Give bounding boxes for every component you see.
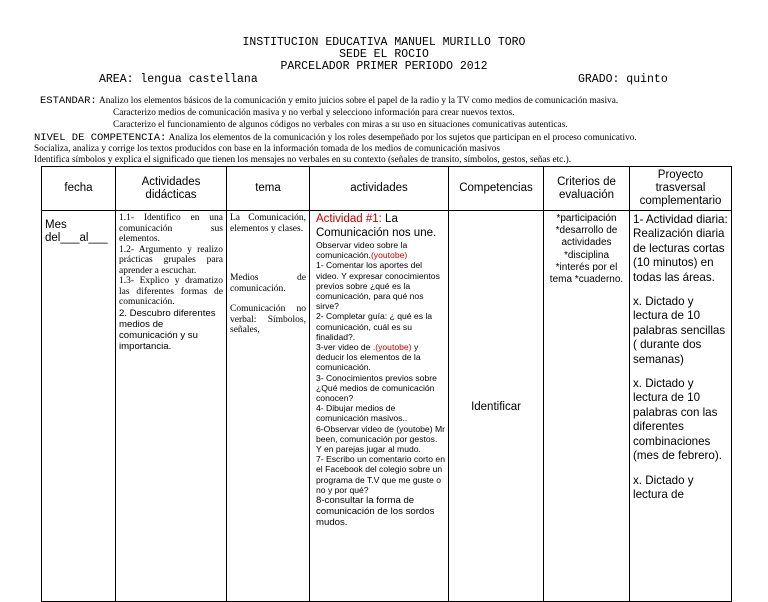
actividad-title-number: Actividad #1: [316,213,382,225]
branch-name: SEDE EL ROCIO [339,48,429,61]
standard-line-1 [40,95,618,107]
proyecto-item-2: x. Dictado y lectura de 10 palabras sencillas ( durante dos semanas) [633,295,726,366]
header-row [42,167,732,211]
cell-tema [227,211,310,602]
didactica-item-4: 2. Descubro diferentes medios de comunicación y su importancia. [119,307,216,353]
actividad-item-8: 8-consultar la forma de comunicación de los sordos mudos. [316,495,435,529]
content-row [42,211,732,602]
header-actividades: actividades [310,167,449,211]
lesson-plan-table [41,166,732,602]
standard-line-3: Caracterizo el funcionamiento de algunos códigos no verbales con miras a su uso en situaciones comunicativas autenticas. [113,120,568,130]
cell-didacticas [116,211,227,602]
actividad-item-3b: 3- Conocimientos previos sobre ¿Qué medios de comunicación conocen? [316,372,437,404]
didactica-item-3: 1.3- Explico y dramatizo las diferentes formas de comunicación. [119,276,223,307]
tema-item-2: Medios de comunicación. [230,273,306,294]
competence-text: Analiza los elementos de la comunicación y los roles desempeñado por los sujetos que participan en el proceso comunicativo. [168,133,637,143]
cell-proyecto [630,211,732,602]
actividad-item-2: 2- Completar guía: ¿ qué es la comunicación, cuál es su finalidad?. [316,311,433,342]
institution-name: INSTITUCION EDUCATIVA MANUEL MURILLO TORO [242,36,526,49]
tema-item-3: Comunicación no verbal: Símbolos, señales, [230,304,306,335]
actividad-item-1: 1- Comentar los aportes del video. Y expresar conocimientos previos sobre ¿qué es la comunicación, para qué nos sirve? [316,260,440,312]
criterios-text: *participación *desarrollo de actividades *disciplina *interés por el tema *cuaderno. [549,213,624,286]
competencia-text: Identificar [471,401,521,413]
cell-competencias [449,211,544,602]
proyecto-item-1: 1- Actividad diaria: Realización diaria de lecturas cortas (10 minutos) en todas las áreas. [633,213,728,284]
header-actividades-didacticas: Actividades didácticas [116,167,227,211]
header-tema: tema [227,167,310,211]
document-title: PARCELADOR PRIMER PERIODO 2012 [280,60,488,73]
cell-fecha [42,211,116,602]
didactica-item-1: 1.1- Identifico en una comunicación sus elementos. [119,213,223,244]
standard-line-2: Caracterizo medios de comunicación masiva y no verbal y selecciono información para crear nuevos textos. [113,108,515,118]
proyecto-list [633,213,728,502]
competence-line-1 [34,132,637,144]
tema-item-1: La Comunicación, elementos y clases. [230,213,306,234]
header-proyecto: Proyecto trasversal complementario [630,167,732,211]
actividad-list [313,240,445,529]
header-criterios: Criterios de evaluación [544,167,630,211]
youtube-link-2[interactable]: .(youtobe) [372,342,412,353]
header-fecha: fecha [42,167,116,211]
actividad-title [313,213,445,240]
actividad-title-text: La Comunicación nos une. [316,213,437,239]
fecha-text: Mes del___al___ [45,219,108,244]
area-label: AREA: lengua castellana [99,73,258,86]
cell-criterios [544,211,630,602]
proyecto-item-4: x. Dictado y lectura de [633,473,694,501]
actividad-item-7: 7- Escribo un comentario corto en el Facebook del colegio sobre un programa de T.V que me guste o no y por qué? [316,454,445,495]
competence-line-2: Socializa, analiza y corrige los textos producidos con base en la información tomada de los medios de comunicación masivos [34,144,500,154]
cell-actividades [310,211,449,602]
didactica-item-2: 1.2- Argumento y realizo prácticas grupales para aprender a escuchar. [119,244,223,276]
actividad-item-3a: 3-ver video de .(youtobe) y deducir los elementos de la comunicación. [316,342,421,373]
competence-line-3: Identifica símbolos y explica el significado que tienen los mensajes no verbales en su contexto (señales de transito, símbolos, gestos, señas etc.). [34,155,572,165]
standard-label: ESTANDAR: [40,95,97,107]
standard-text: Analizo los elementos básicos de la comunicación y emito juicios sobre el papel de la radio y la TV como medios de comunicación masiva. [99,96,619,106]
proyecto-item-3: x. Dictado y lectura de 10 palabras con las diferentes combinaciones (mes de febrero). [633,377,722,463]
actividad-item-intro: Observar video sobre la comunicación.(youtobe) [316,240,408,261]
actividad-item-6: 6-Observar video de (youtobe) Mr been, comunicación por gestos. Y en parejas jugar al mudo. [316,423,445,455]
header-competencias: Competencias [449,167,544,211]
youtube-link-1[interactable]: (youtobe) [370,250,408,261]
grade-label: GRADO: quinto [578,73,668,86]
actividad-item-4: 4- Dibujar medios de comunicación masivos.. [316,403,408,424]
competence-label: NIVEL DE COMPETENCIA: [34,132,167,144]
